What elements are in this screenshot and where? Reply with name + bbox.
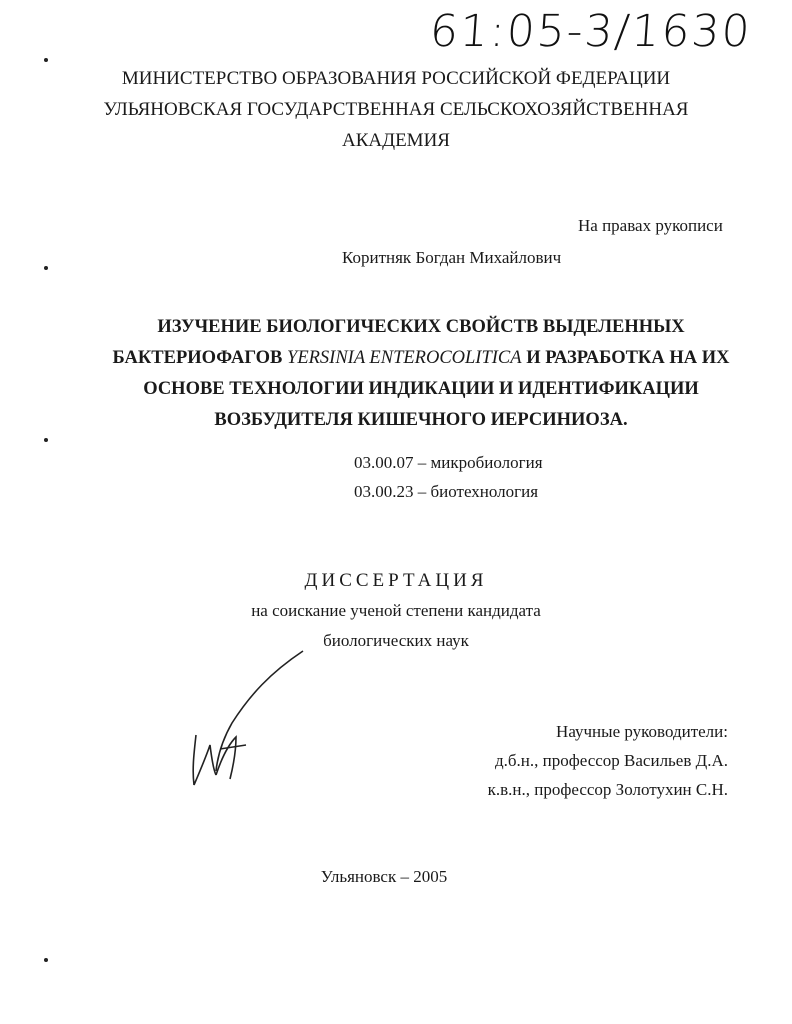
city-year: Ульяновск – 2005	[320, 867, 448, 886]
supervisors-block	[488, 717, 728, 804]
supervisor-2: к.в.н., профессор Золотухин С.Н.	[487, 780, 728, 799]
specialty-code-1: 03.00.07 – микробиология	[354, 453, 543, 472]
specialty-code-2: 03.00.23 – биотехнология	[354, 482, 539, 501]
title-line1: ИЗУЧЕНИЕ БИОЛОГИЧЕСКИХ СВОЙСТВ ВЫДЕЛЕННЫХ	[157, 317, 685, 337]
scan-dot	[44, 266, 48, 270]
title-line2-end: И РАЗРАБОТКА НА ИХ	[521, 348, 730, 368]
scan-dot	[44, 438, 48, 442]
title-line2-start: БАКТЕРИОФАГОВ	[112, 348, 288, 368]
title-species-name: YERSINIA ENTEROCOLITICA	[287, 348, 522, 368]
academy-name-line2: АКАДЕМИЯ	[342, 130, 450, 151]
title-line3: ОСНОВЕ ТЕХНОЛОГИИ ИНДИКАЦИИ И ИДЕНТИФИКАЦИИ	[143, 379, 699, 399]
scan-dot	[44, 958, 48, 962]
title-line4: ВОЗБУДИТЕЛЯ КИШЕЧНОГО ИЕРСИНИОЗА.	[214, 410, 628, 430]
supervisors-heading: Научные руководители:	[556, 722, 728, 741]
archive-stamp: 61:05-3/1630	[428, 6, 754, 57]
degree-purpose-line1: на соискание ученой степени кандидата	[251, 601, 541, 620]
supervisor-1: д.б.н., профессор Васильев Д.А.	[494, 751, 728, 770]
institution-header	[0, 63, 792, 156]
handwritten-signature	[170, 645, 310, 795]
degree-purpose-line2: биологических наук	[323, 631, 469, 650]
ministry-name: МИНИСТЕРСТВО ОБРАЗОВАНИЯ РОССИЙСКОЙ ФЕДЕРАЦИИ	[121, 68, 671, 89]
title-line2	[96, 343, 746, 374]
scan-dot	[44, 58, 48, 62]
dissertation-title	[96, 312, 746, 436]
document-type-label: ДИССЕРТАЦИЯ	[304, 570, 488, 591]
academy-name-line1: УЛЬЯНОВСКАЯ ГОСУДАРСТВЕННАЯ СЕЛЬСКОХОЗЯЙСТВЕННАЯ	[103, 99, 689, 120]
manuscript-note: На правах рукописи	[578, 216, 723, 235]
author-name: Коритняк Богдан Михайлович	[342, 248, 562, 267]
